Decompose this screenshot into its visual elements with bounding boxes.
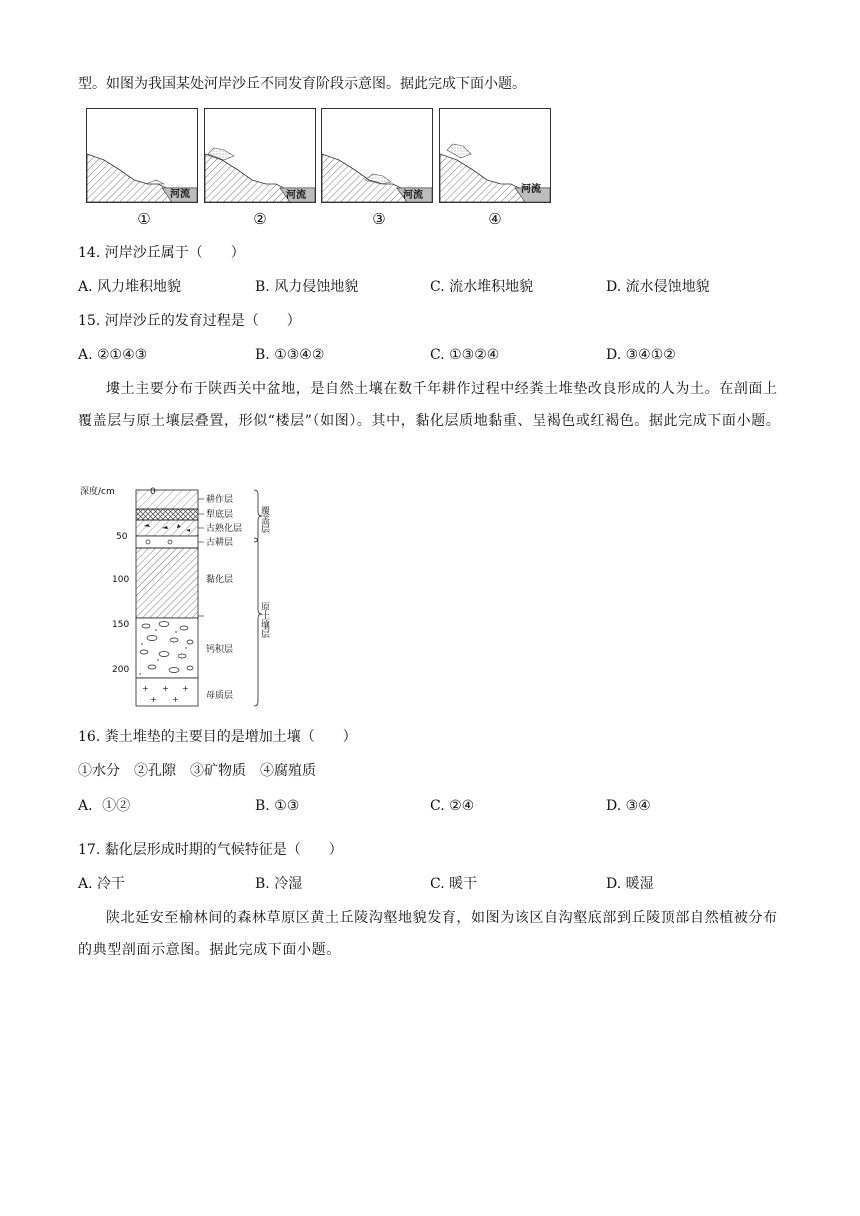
- layer-label: 母质层: [206, 691, 234, 701]
- q14-stem: 14. 河岸沙丘属于（ ）: [78, 245, 245, 261]
- q17-option-a[interactable]: A. 冷干: [78, 876, 126, 892]
- tick-100: 100: [112, 575, 130, 585]
- q17-option-d[interactable]: D. 暖湿: [606, 876, 654, 892]
- q14-option-c[interactable]: C. 流水堆积地貌: [430, 279, 534, 295]
- q16-option-b[interactable]: B. ①③: [255, 798, 300, 814]
- svg-text:+: +: [142, 684, 149, 693]
- panel-number-1: ①: [137, 210, 151, 228]
- svg-text:+: +: [172, 695, 179, 704]
- dune-stage-panel-3: [321, 108, 433, 203]
- dune-stage-panel-4: [439, 108, 551, 203]
- q16-stem: 16. 粪土堆垫的主要目的是增加土壤（ ）: [78, 729, 357, 745]
- q14-option-b[interactable]: B. 风力侵蚀地貌: [255, 279, 359, 295]
- layer-label: 古耕层: [206, 538, 234, 548]
- layer-label: 钙积层: [206, 645, 234, 655]
- axis-title: 深度/cm: [80, 487, 115, 497]
- soil-profile-figure: [78, 484, 298, 710]
- q14-option-a[interactable]: A. 风力堆积地貌: [78, 279, 182, 295]
- group-label-cover: 覆盖层: [259, 506, 269, 533]
- layer-label: 黏化层: [206, 575, 234, 585]
- panel-number-2: ②: [253, 210, 267, 228]
- tick-50: 50: [116, 532, 128, 542]
- q17-stem: 17. 黏化层形成时期的气候特征是（ ）: [78, 842, 343, 858]
- q14-option-d[interactable]: D. 流水侵蚀地貌: [606, 279, 710, 295]
- q16-option-a[interactable]: A．①②: [78, 798, 131, 814]
- panel-number-3: ③: [372, 210, 386, 228]
- passage-vegetation: 陕北延安至榆林间的森林草原区黄土丘陵沟壑地貌发育，如图为该区自沟壑底部到丘陵顶部自然植被分布的典型剖面示意图。据此完成下面小题。: [78, 910, 778, 958]
- river-label: 河流: [521, 184, 541, 195]
- tick-150: 150: [112, 620, 130, 630]
- intro-text: 型。如图为我国某处河岸沙丘不同发育阶段示意图。据此完成下面小题。: [78, 76, 526, 92]
- panel-number-4: ④: [488, 210, 502, 228]
- dune-stage-panel-2: [204, 108, 316, 203]
- q15-option-b[interactable]: B. ①③④②: [255, 347, 325, 363]
- q16-option-d[interactable]: D. ③④: [606, 798, 651, 814]
- layer-label: 古熟化层: [206, 524, 243, 534]
- q15-option-a[interactable]: A. ②①④③: [78, 347, 148, 363]
- passage-loutu: 塿土主要分布于陕西关中盆地，是自然土壤在数千年耕作过程中经粪土堆垫改良形成的人为土。在剖面上覆盖层与原土壤层叠置，形似“楼层”（如图）。其中，黏化层质地黏重、呈褐色或红褐色。据此完成下面小题。: [78, 381, 781, 429]
- q16-choices: ①水分 ②孔隙 ③矿物质 ④腐殖质: [78, 763, 316, 779]
- river-label: 河流: [170, 189, 190, 200]
- river-label: 河流: [286, 190, 306, 201]
- layer-label: 犁底层: [206, 510, 234, 520]
- svg-text:+: +: [150, 695, 157, 704]
- tick-200: 200: [112, 665, 130, 675]
- svg-text:+: +: [182, 684, 189, 693]
- q16-option-c[interactable]: C. ②④: [430, 798, 475, 814]
- q17-option-c[interactable]: C. 暖干: [430, 876, 478, 892]
- svg-text:+: +: [162, 684, 169, 693]
- q15-stem: 15. 河岸沙丘的发育过程是（ ）: [78, 313, 301, 329]
- group-label-original: 原土壤层: [259, 602, 269, 638]
- river-label: 河流: [403, 190, 423, 201]
- layer-label: 耕作层: [206, 495, 234, 505]
- q17-option-b[interactable]: B. 冷湿: [255, 876, 303, 892]
- q15-option-c[interactable]: C. ①③②④: [430, 347, 500, 363]
- q15-option-d[interactable]: D. ③④①②: [606, 347, 676, 363]
- dune-stage-panel-1: [86, 108, 198, 203]
